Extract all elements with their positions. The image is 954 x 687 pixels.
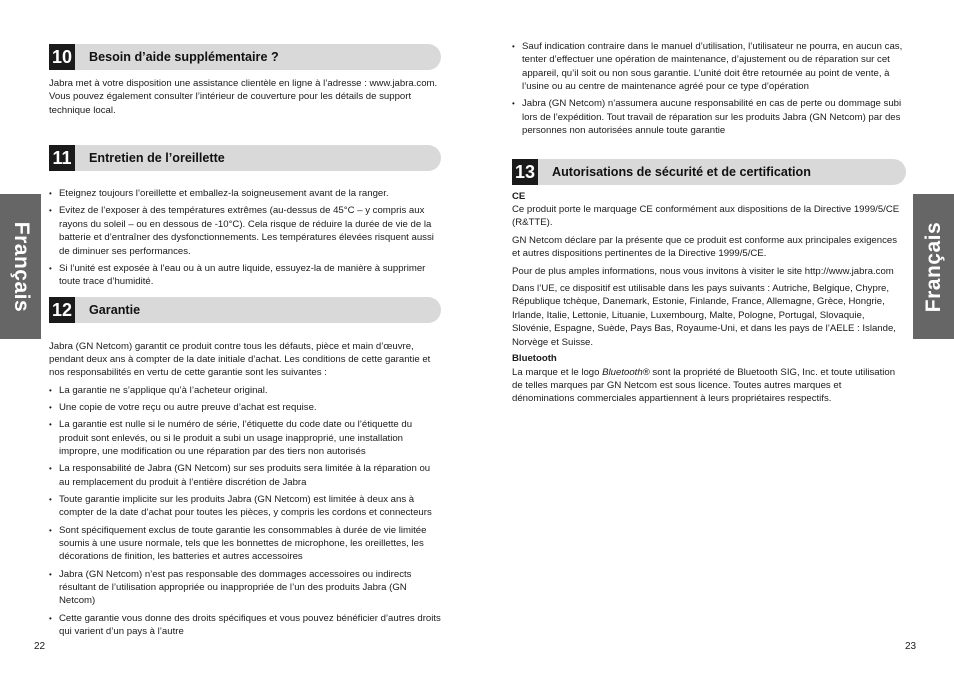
ce-paragraph: Pour de plus amples informations, nous vous invitons à visiter le site http://www.jabra.com (512, 265, 894, 277)
list-item: • La garantie ne s’applique qu’à l’acheteur original. (49, 384, 441, 397)
section-12-header (49, 297, 441, 323)
section-title: Garantie (89, 302, 141, 317)
bluetooth-heading: Bluetooth (512, 353, 557, 365)
list-item: • Si l’unité est exposée à l’eau ou à un autre liquide, essuyez-la de manière à supprimer toute trace d’humidité. (49, 262, 441, 289)
section-12-list (49, 384, 441, 638)
section-number: 10 (49, 44, 75, 70)
list-item: • Une copie de votre reçu ou autre preuve d’achat est requise. (49, 401, 441, 414)
section-number: 13 (512, 159, 538, 185)
bluetooth-text-suffix: ® sont la propriété de Bluetooth SIG, Inc. et toute utilisation de telles marques par GN Netcom est sous licence. Toutes autres marques et dénominations commerciales appartiennent à leurs propriétaires respectifs. (512, 366, 896, 405)
section-10-header (49, 44, 441, 70)
bluetooth-text-prefix: La marque et le logo (512, 366, 603, 378)
section-13-header (512, 159, 906, 185)
language-tab-label: Français (921, 221, 945, 312)
list-item: • Sont spécifiquement exclus de toute garantie les consommables à durée de vie limitée soumis à une usure normale, tels que les bonnettes de microphone, les oreillettes, les décorations de finition, les batteries et autres accessoires (49, 524, 441, 564)
section-12-list-continued (512, 40, 906, 138)
section-number: 11 (49, 145, 75, 171)
section-title: Autorisations de sécurité et de certification (552, 164, 811, 179)
section-11-list (49, 187, 441, 288)
bluetooth-paragraph (512, 366, 906, 406)
language-tab-right (913, 194, 954, 339)
list-item: • Evitez de l’exposer à des températures extrêmes (au-dessus de 45°C – y compris aux rayons du soleil – ou en dessous de -10°C). Cela risque de réduire la durée de vie de la batterie et d’entraîner des dysfonctionnements. Les températures élevées risquent aussi de diminuer ses performances. (49, 204, 441, 258)
section-10-text: Jabra met à votre disposition une assistance clientèle en ligne à l’adresse : www.jabra.com. Vous pouvez également consulter l’intérieur de couverture pour les détails de support technique local. (49, 78, 438, 116)
section-number: 12 (49, 297, 75, 323)
list-item: • La garantie est nulle si le numéro de série, l’étiquette du code date ou l’étiquette du produit sont enlevés, ou si le produit a subi un usage inapproprié, une installation impropre, une modification ou une réparation par des tiers non autorisés (49, 418, 441, 458)
ce-paragraph: GN Netcom déclare par la présente que ce produit est conforme aux principales exigences et autres dispositions pertinentes de la Directive 1999/5/CE. (512, 234, 898, 260)
left-page (49, 44, 441, 642)
list-item: • Toute garantie implicite sur les produits Jabra (GN Netcom) est limitée à deux ans à compter de la date d’achat pour toutes les pièces, y compris les cordons et connecteurs (49, 493, 441, 520)
language-tab-left (0, 194, 41, 339)
list-item: • Sauf indication contraire dans le manuel d’utilisation, l’utilisateur ne pourra, en aucun cas, tenter d’effectuer une opération de maintenance, d’ajustement ou de réparation sur cet appareil, qu’il soit ou non sous garantie. L’unité doit être retournée au point de vente, à l’usine ou au centre de maintenance agréé pour ce type d’opération (512, 40, 906, 94)
page-number-right: 23 (905, 641, 917, 652)
list-item: • Jabra (GN Netcom) n’assumera aucune responsabilité en cas de perte ou dommage subi lors de l’expédition. Tout travail de réparation sur les produits Jabra (GN Netcom) par des personnes non autorisées annule toute garantie (512, 97, 906, 137)
ce-heading: CE (512, 190, 526, 202)
list-item: • Cette garantie vous donne des droits spécifiques et vous pouvez bénéficier d’autres droits qui varient d’un pays à l’autre (49, 612, 441, 639)
ce-paragraph: Dans l’UE, ce dispositif est utilisable dans les pays suivants : Autriche, Belgique, Chypre, République tchèque, Danemark, Estonie, Finlande, France, Allemagne, Grèce, Hongrie, Irlande, Italie, Lettonie, Lituanie, Luxembourg, Malte, Pologne, Portugal, Slovaquie, Slovénie, Espagne, Suède, Pays Bas, Royaume-Uni, et dans les pays de l’AELE : Islande, Norvège et Suisse. (512, 283, 896, 348)
section-12-intro: Jabra (GN Netcom) garantit ce produit contre tous les défauts, pièce et main d’œuvre, pendant deux ans à compter de la date initiale d’achat. Les conditions de cette garantie et nos responsabilités en vertu de cette garantie sont les suivantes : (49, 340, 431, 379)
ce-paragraph: Ce produit porte le marquage CE conformément aux dispositions de la Directive 1999/5/CE (R&TTE). (512, 204, 900, 229)
list-item: • Jabra (GN Netcom) n’est pas responsable des dommages accessoires ou indirects résultant de l’utilisation appropriée ou inappropriée de l’un des produits Jabra (GN Netcom) (49, 568, 441, 608)
bluetooth-brand: Bluetooth (602, 366, 643, 378)
list-item: • Eteignez toujours l’oreillette et emballez-la soigneusement avant de la ranger. (49, 187, 441, 200)
page-number-left: 22 (34, 641, 46, 652)
right-page (512, 40, 906, 406)
section-title: Entretien de l’oreillette (89, 151, 225, 166)
list-item: • La responsabilité de Jabra (GN Netcom) sur ses produits sera limitée à la réparation ou au remplacement du produit à l’entière discrétion de Jabra (49, 462, 441, 489)
section-title: Besoin d’aide supplémentaire ? (89, 50, 279, 64)
language-tab-label: Français (9, 221, 33, 312)
section-11-header (49, 145, 441, 171)
